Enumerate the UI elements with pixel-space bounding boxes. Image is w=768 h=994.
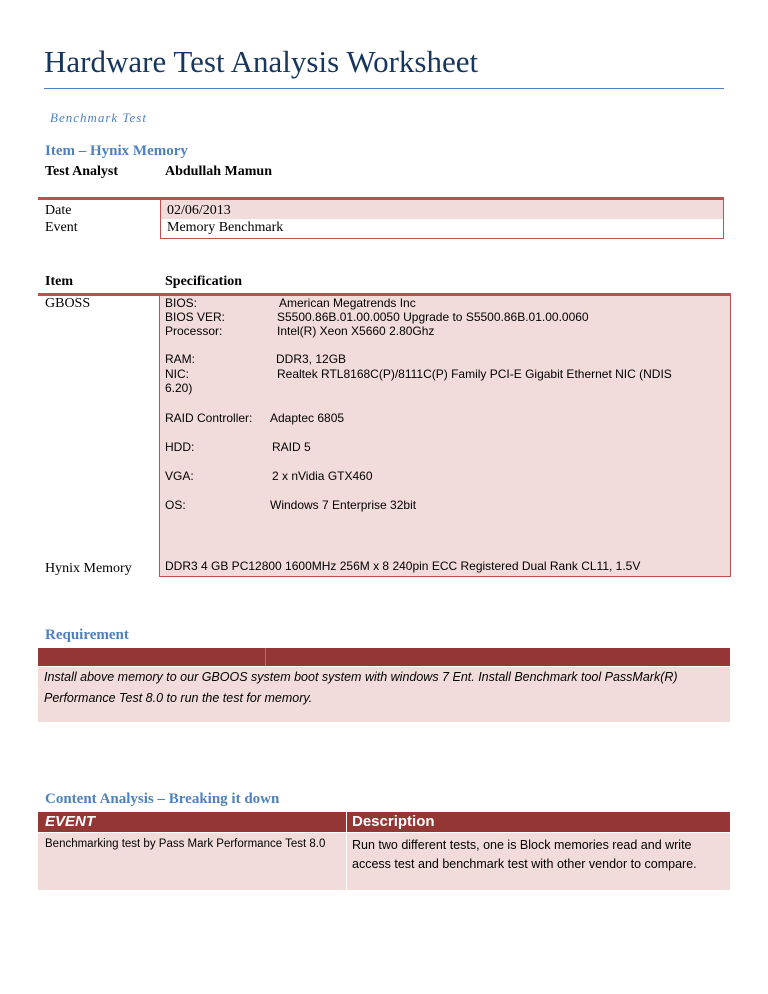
title-rule	[44, 88, 724, 89]
spec-value: Windows 7 Enterprise 32bit	[270, 498, 417, 512]
spec-value: Realtek RTL8168C(P)/8111C(P) Family PCI-E Gigabit Ethernet NIC (NDIS	[277, 367, 672, 381]
spec-box	[159, 296, 731, 577]
event-value: Memory Benchmark	[167, 220, 284, 235]
spec-value: S5500.86B.01.00.0050 Upgrade to S5500.86B.01.00.0060	[277, 310, 589, 324]
col-event: EVENT	[45, 813, 96, 830]
requirement-box	[38, 667, 730, 722]
spec-value-cont: 6.20)	[165, 381, 193, 395]
spec-value: Intel(R) Xeon X5660 2.80Ghz	[277, 324, 435, 338]
spec-key: BIOS VER:	[165, 310, 226, 324]
hynix-label: Hynix Memory	[45, 561, 132, 576]
spec-key: HDD:	[165, 440, 195, 454]
spec-value: Adaptec 6805	[270, 411, 345, 425]
item-heading: Item – Hynix Memory	[45, 143, 188, 159]
date-label: Date	[45, 203, 72, 218]
event-label: Event	[45, 220, 78, 235]
requirement-header-bar	[38, 648, 730, 666]
analyst-label: Test Analyst	[45, 164, 119, 179]
hynix-value: DDR3 4 GB PC12800 1600MHz 256M x 8 240pin ECC Registered Dual Rank CL11, 1.5V	[165, 559, 641, 573]
spec-key: VGA:	[165, 469, 194, 483]
content-header-bar	[38, 812, 730, 832]
event-cell: Benchmarking test by Pass Mark Performance Test 8.0	[45, 838, 326, 850]
content-heading: Content Analysis – Breaking it down	[45, 791, 280, 807]
spec-key: OS:	[165, 498, 186, 512]
col-spec: Specification	[165, 274, 242, 289]
spec-value: DDR3, 12GB	[276, 352, 347, 366]
spec-value: American Megatrends Inc	[279, 296, 416, 310]
spec-key: RAID Controller:	[165, 411, 253, 425]
spec-value: RAID 5	[272, 440, 311, 454]
spec-key: Processor:	[165, 324, 223, 338]
content-row	[38, 833, 730, 890]
spec-key: BIOS:	[165, 296, 198, 310]
requirement-heading: Requirement	[45, 627, 129, 643]
requirement-text: Install above memory to our GBOOS system boot system with windows 7 Ent. Install Benchmark tool PassMark(R) Performance Test 8.0 to run the test for memory.	[44, 670, 678, 705]
date-value: 02/06/2013	[167, 203, 231, 218]
gboss-label: GBOSS	[45, 296, 91, 311]
spec-key: NIC:	[165, 367, 189, 381]
subtitle: Benchmark Test	[50, 110, 147, 125]
spec-key: RAM:	[165, 352, 195, 366]
analyst-value: Abdullah Mamun	[165, 164, 272, 179]
description-cell: Run two different tests, one is Block memories read and write access test and benchmark test with other vendor to compare.	[352, 838, 697, 871]
spec-value: 2 x nVidia GTX460	[272, 469, 373, 483]
col-item: Item	[45, 274, 73, 289]
col-description: Description	[352, 813, 435, 830]
page-title: Hardware Test Analysis Worksheet	[44, 44, 479, 79]
